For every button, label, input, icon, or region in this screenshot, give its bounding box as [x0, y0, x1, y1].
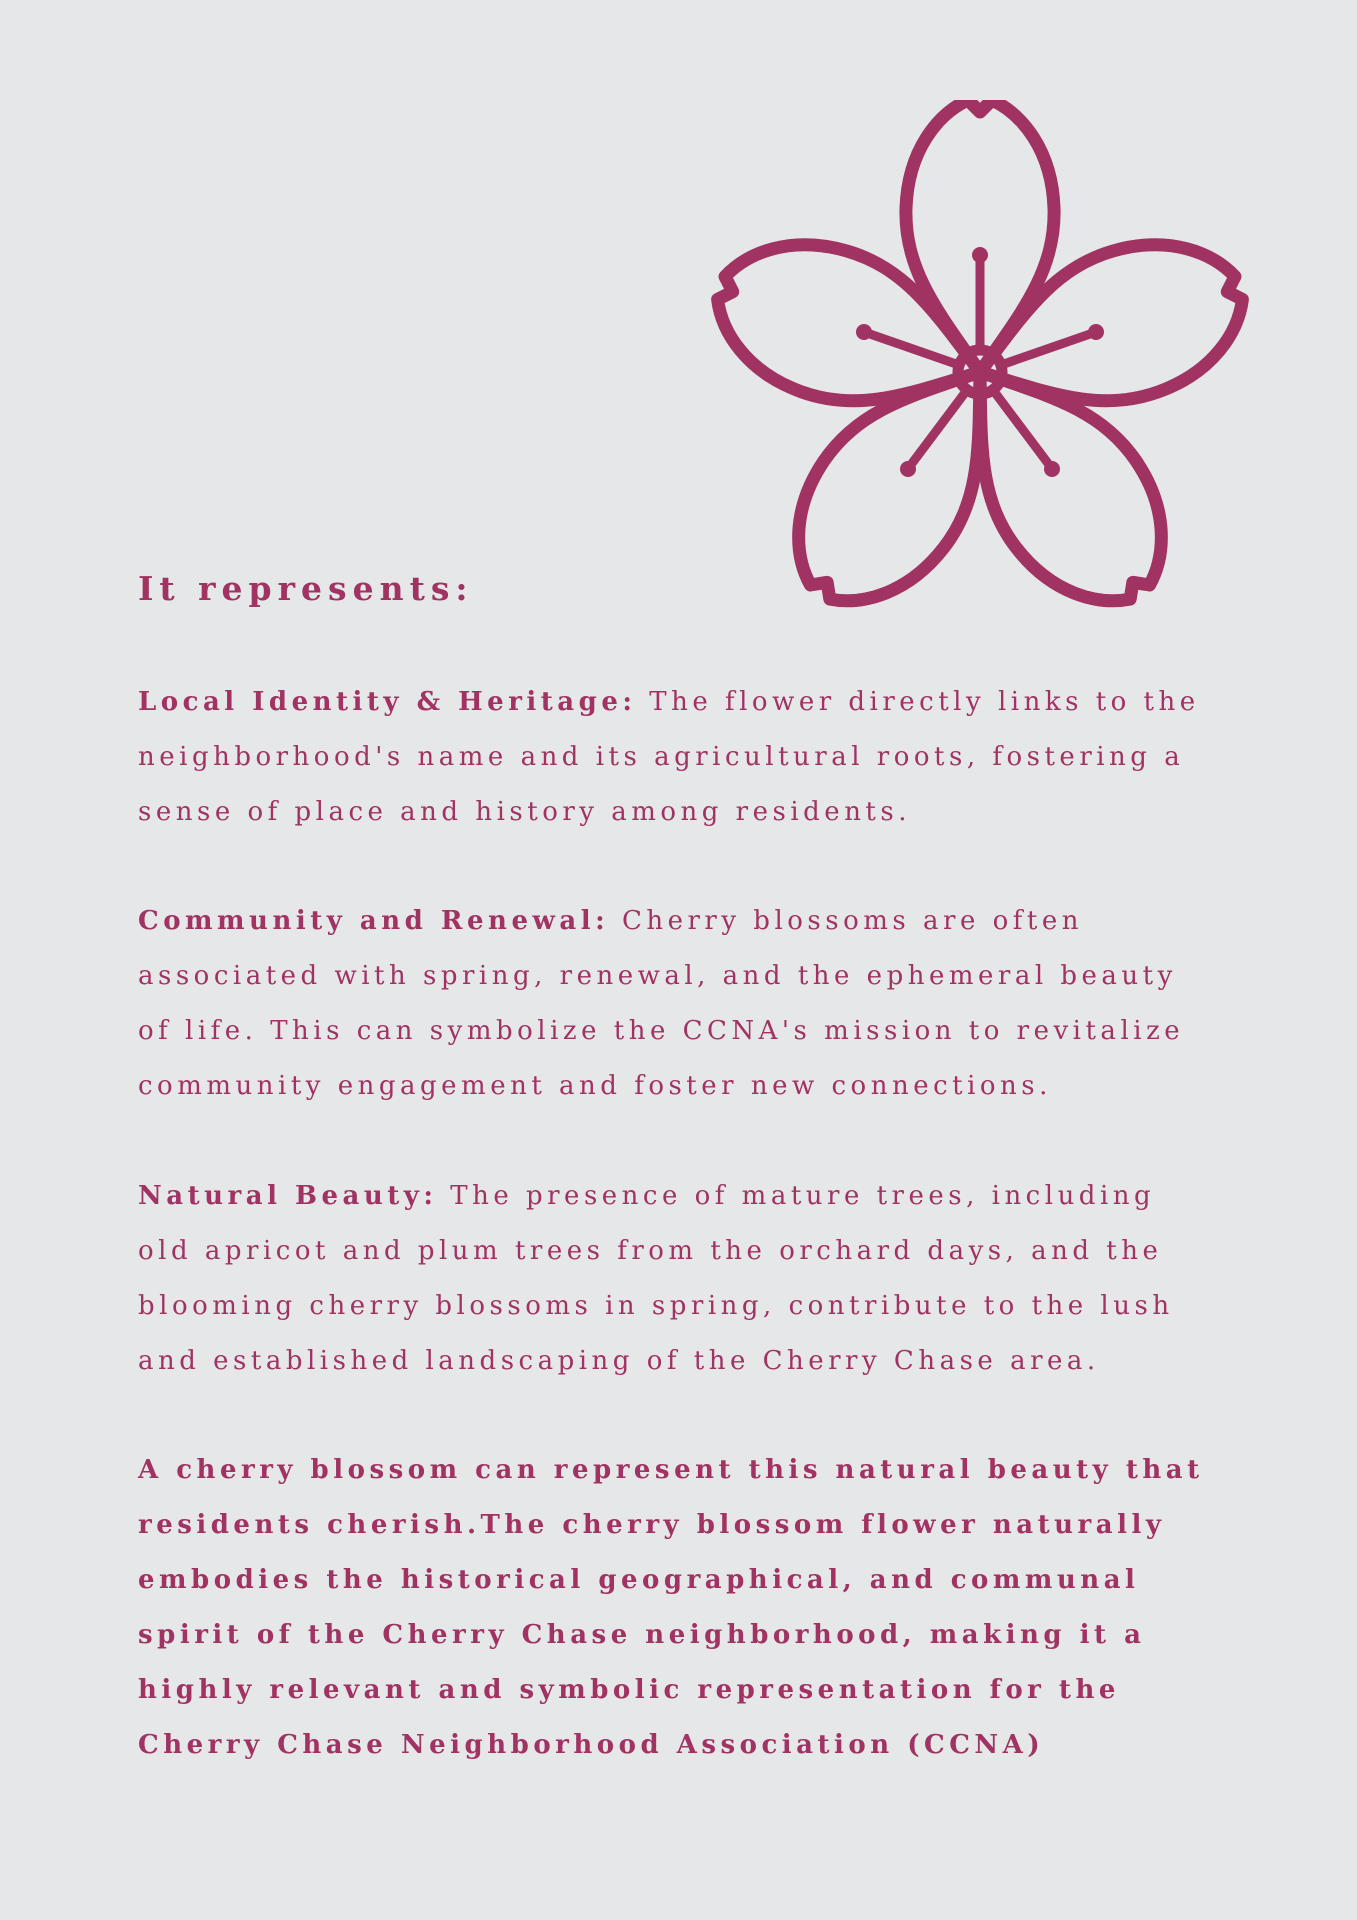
community-label: Community and Renewal: [138, 906, 610, 936]
conclusion-paragraph [138, 1443, 1308, 1773]
conclusion-line: highly relevant and symbolic representation for the [138, 1675, 1120, 1705]
community-text-line: community engagement and foster new connections. [138, 1071, 1052, 1101]
conclusion-line: spirit of the Cherry Chase neighborhood, making it a [138, 1620, 1146, 1650]
cherry-blossom-icon [710, 100, 1250, 610]
identity-text-line: neighborhood's name and its agricultural roots, fostering a [138, 742, 1185, 772]
section-heading: It represents: [138, 569, 474, 608]
conclusion-line: residents cherish.The cherry blossom flower naturally [138, 1510, 1166, 1540]
natural-beauty-text-line: and established landscaping of the Cherry Chase area. [138, 1346, 1100, 1376]
natural-beauty-text-line: blooming cherry blossoms in spring, contribute to the lush [138, 1291, 1174, 1321]
conclusion-line: A cherry blossom can represent this natural beauty that [138, 1455, 1204, 1485]
community-text-line: Cherry blossoms are often [609, 906, 1083, 936]
conclusion-line: Cherry Chase Neighborhood Association (CCNA) [138, 1730, 1045, 1760]
community-text-line: of life. This can symbolize the CCNA's mission to revitalize [138, 1016, 1185, 1046]
identity-paragraph [138, 675, 1308, 840]
identity-text-line: The flower directly links to the [636, 687, 1200, 717]
identity-label: Local Identity & Heritage: [138, 687, 637, 717]
natural-beauty-text-line: old apricot and plum trees from the orchard days, and the [138, 1236, 1163, 1266]
natural-beauty-paragraph [138, 1169, 1308, 1389]
conclusion-line: embodies the historical geographical, and communal [138, 1565, 1140, 1595]
natural-beauty-label: Natural Beauty: [138, 1181, 438, 1211]
natural-beauty-text-line: The presence of mature trees, including [437, 1181, 1156, 1211]
identity-text-line: sense of place and history among residents. [138, 797, 911, 827]
community-paragraph [138, 894, 1308, 1114]
community-text-line: associated with spring, renewal, and the ephemeral beauty [138, 961, 1177, 991]
